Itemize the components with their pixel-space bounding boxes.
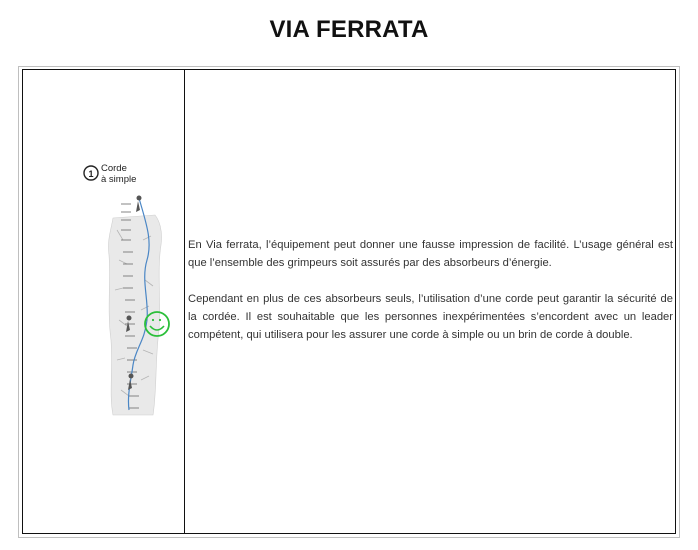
rock-face <box>108 215 161 415</box>
badge-number: 1 <box>88 169 94 179</box>
number-badge <box>84 166 98 180</box>
text-cell <box>185 70 675 533</box>
page-title: VIA FERRATA <box>269 16 429 43</box>
paragraph-1: En Via ferrata, l’équipement peut donner une fausse impression de facilité. L’usage général est que l’ensemble des grimpeurs soit assurés par des absorbeurs d’énergie. <box>188 239 673 269</box>
rope-label-line2: à simple <box>101 174 137 185</box>
rope-label-line1: Corde <box>101 163 127 174</box>
description-text <box>188 236 673 362</box>
content-table <box>22 69 676 534</box>
rope-climbing-illustration <box>83 160 183 430</box>
paragraph-2: Cependant en plus de ces absorbeurs seuls, l’utilisation d’une corde peut garantir la sécurité de la cordée. Il est souhaitable que les personnes inexpérimentées s’encordent avec un leader compétent, qui utilisera pour les assurer une corde à simple ou un brin de corde à double. <box>188 293 673 341</box>
illustration-cell <box>23 70 185 533</box>
